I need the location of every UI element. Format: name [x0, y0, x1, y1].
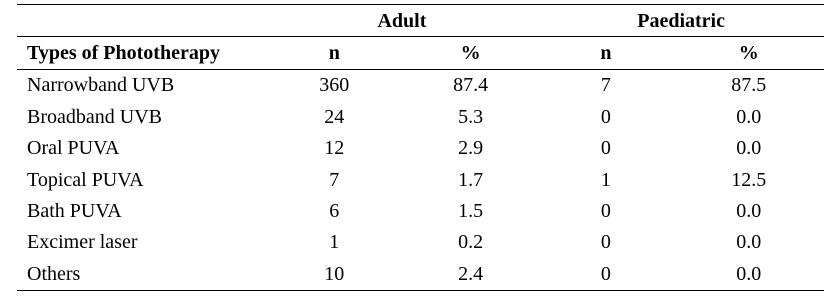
group-header-row [17, 5, 824, 37]
table-row [17, 101, 824, 132]
cell-type: Oral PUVA [27, 137, 120, 160]
cell-type: Excimer laser [27, 231, 138, 254]
cell-type: Broadband UVB [27, 105, 162, 128]
cell-paed-n: 0 [600, 105, 611, 128]
cell-type: Others [27, 262, 81, 285]
cell-paed-n: 0 [600, 262, 611, 285]
cell-paed-n: 1 [600, 168, 611, 191]
phototherapy-table-container [17, 4, 824, 291]
phototherapy-table [17, 4, 824, 291]
cell-type: Narrowband UVB [27, 74, 175, 97]
cell-paed-pct: 0.0 [736, 105, 762, 128]
table-row [17, 133, 824, 164]
column-header-row [17, 37, 824, 69]
cell-adult-n: 1 [329, 231, 340, 254]
cell-adult-n: 12 [324, 137, 345, 160]
column-header-adult-pct: % [460, 42, 481, 65]
table-body [17, 69, 824, 290]
cell-adult-n: 360 [319, 74, 350, 97]
group-header-adult: Adult [377, 9, 427, 32]
table-row [17, 195, 824, 226]
table-header [17, 5, 824, 70]
cell-adult-n: 7 [329, 168, 340, 191]
cell-paed-pct: 0.0 [736, 262, 762, 285]
column-header-type: Types of Phototherapy [27, 42, 220, 65]
cell-paed-pct: 87.5 [731, 74, 767, 97]
cell-adult-pct: 1.7 [458, 168, 484, 191]
cell-adult-n: 10 [324, 262, 345, 285]
column-header-paed-n: n [600, 42, 612, 65]
cell-paed-n: 0 [600, 137, 611, 160]
cell-adult-pct: 2.9 [458, 137, 484, 160]
cell-type: Bath PUVA [27, 200, 122, 223]
cell-adult-pct: 5.3 [458, 105, 484, 128]
table-row [17, 69, 824, 101]
cell-paed-pct: 12.5 [731, 168, 767, 191]
cell-adult-pct: 2.4 [458, 262, 484, 285]
table-row [17, 227, 824, 258]
table-row [17, 258, 824, 290]
cell-paed-pct: 0.0 [736, 200, 762, 223]
cell-paed-n: 0 [600, 231, 611, 254]
cell-paed-pct: 0.0 [736, 137, 762, 160]
cell-adult-pct: 87.4 [453, 74, 489, 97]
cell-paed-n: 7 [600, 74, 611, 97]
cell-adult-pct: 1.5 [458, 200, 484, 223]
cell-type: Topical PUVA [27, 168, 144, 191]
cell-paed-pct: 0.0 [736, 231, 762, 254]
table-row [17, 164, 824, 195]
cell-adult-pct: 0.2 [458, 231, 484, 254]
column-header-paed-pct: % [738, 42, 759, 65]
group-header-paediatric-cell [538, 5, 824, 37]
group-header-adult-cell [266, 5, 539, 37]
empty-header-cell [17, 5, 266, 37]
cell-adult-n: 24 [324, 105, 345, 128]
column-header-adult-n: n [328, 42, 340, 65]
cell-adult-n: 6 [329, 200, 340, 223]
cell-paed-n: 0 [600, 200, 611, 223]
group-header-paediatric: Paediatric [637, 9, 725, 32]
